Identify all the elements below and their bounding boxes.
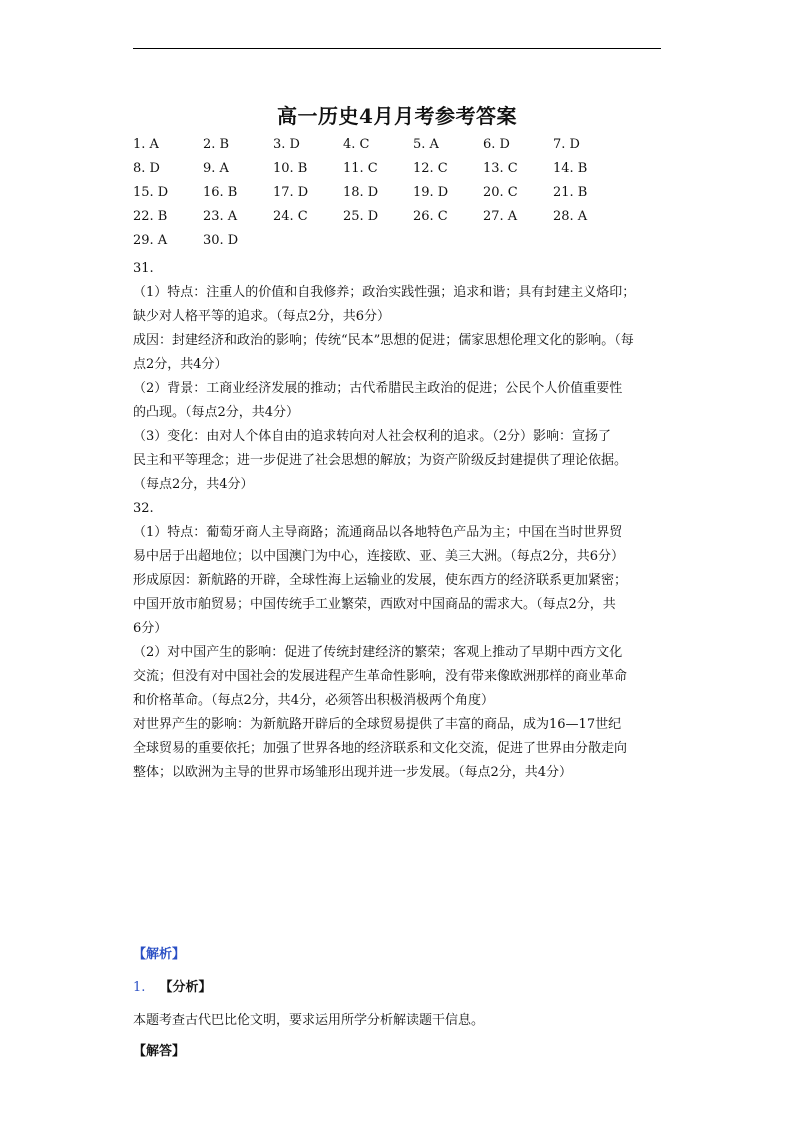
- question-number: 32.: [133, 501, 154, 516]
- answer-key-grid: [133, 133, 661, 253]
- answer-item: 11. C: [343, 161, 378, 176]
- answer-line: （每点2分，共4分）: [133, 477, 254, 492]
- header-rule: [133, 48, 661, 49]
- answer-line: 对世界产生的影响：为新航路开辟后的全球贸易提供了丰富的商品，成为16—17世纪: [133, 717, 622, 732]
- answer-body: [133, 257, 661, 785]
- answer-line: （2）背景：工商业经济发展的推动；古代希腊民主政治的促进；公民个人价值重要性: [133, 381, 623, 396]
- answer-item: 6. D: [483, 137, 510, 152]
- answer-line: 形成原因：新航路的开辟，全球性海上运输业的发展，使东西方的经济联系更加紧密；: [133, 573, 628, 588]
- analysis-item-text: 本题考查古代巴比伦文明，要求运用所学分析解读题干信息。: [133, 1013, 485, 1028]
- analysis-item-1: [133, 978, 212, 998]
- answer-item: 8. D: [133, 161, 160, 176]
- answer-item: 5. A: [413, 137, 439, 152]
- answer-line: 点2分，共4分）: [133, 357, 228, 372]
- question-number: 31.: [133, 261, 154, 276]
- answer-label: 【解答】: [133, 1044, 186, 1059]
- answer-item: 9. A: [203, 161, 229, 176]
- answer-line: 全球贸易的重要依托；加强了世界各地的经济联系和文化交流，促进了世界由分散走向: [133, 741, 628, 756]
- answer-item: 7. D: [553, 137, 580, 152]
- answer-line: 中国开放市舶贸易；中国传统手工业繁荣，西欧对中国商品的需求大。（每点2分，共: [133, 597, 616, 612]
- answer-line: 民主和平等理念；进一步促进了社会思想的解放；为资产阶级反封建提供了理论依据。: [133, 453, 628, 468]
- answer-row: [133, 157, 661, 181]
- answer-item: 24. C: [273, 209, 308, 224]
- page-title: 高一历史4月月考参考答案: [277, 104, 517, 128]
- answer-item: 3. D: [273, 137, 300, 152]
- answer-item: 26. C: [413, 209, 448, 224]
- answer-item: 28. A: [553, 209, 588, 224]
- answer-item: 2. B: [203, 137, 230, 152]
- answer-item: 12. C: [413, 161, 448, 176]
- answer-item: 20. C: [483, 185, 518, 200]
- answer-item: 27. A: [483, 209, 518, 224]
- answer-item: 15. D: [133, 185, 169, 200]
- answer-item: 1. A: [133, 137, 159, 152]
- answer-item: 14. B: [553, 161, 588, 176]
- answer-line: （1）特点：葡萄牙商人主导商路；流通商品以各地特色产品为主；中国在当时世界贸: [133, 525, 623, 540]
- answer-line: 整体；以欧洲为主导的世界市场雏形出现并进一步发展。（每点2分，共4分）: [133, 765, 573, 780]
- analysis-item-number: 1.: [133, 980, 146, 995]
- answer-item: 4. C: [343, 137, 370, 152]
- answer-item: 22. B: [133, 209, 168, 224]
- answer-line: （2）对中国产生的影响：促进了传统封建经济的繁荣；客观上推动了早期中西方文化: [133, 645, 623, 660]
- answer-item: 30. D: [203, 233, 239, 248]
- answer-item: 13. C: [483, 161, 518, 176]
- answer-line: 6分）: [133, 621, 168, 636]
- answer-item: 10. B: [273, 161, 308, 176]
- answer-line: 的凸现。（每点2分，共4分）: [133, 405, 300, 420]
- answer-line: 和价格革命。（每点2分，共4分，必须答出积极消极两个角度）: [133, 693, 495, 708]
- answer-line: 成因：封建经济和政治的影响；传统“民本”思想的促进；儒家思想伦理文化的影响。（每: [133, 333, 634, 348]
- answer-item: 17. D: [273, 185, 309, 200]
- answer-line: 缺少对人格平等的追求。（每点2分，共6分）: [133, 309, 391, 324]
- answer-item: 19. D: [413, 185, 449, 200]
- answer-row: [133, 229, 661, 253]
- answer-line: 易中居于出超地位；以中国澳门为中心，连接欧、亚、美三大洲。（每点2分，共6分）: [133, 549, 625, 564]
- answer-row: [133, 181, 661, 205]
- answer-row: [133, 133, 661, 157]
- answer-item: 25. D: [343, 209, 379, 224]
- answer-item: 18. D: [343, 185, 379, 200]
- answer-item: 23. A: [203, 209, 238, 224]
- analysis-heading: 【解析】: [133, 947, 186, 962]
- answer-line: 交流；但没有对中国社会的发展进程产生革命性影响，没有带来像欧洲那样的商业革命: [133, 669, 628, 684]
- analysis-item-label: 【分析】: [159, 980, 212, 995]
- answer-line: （1）特点：注重人的价值和自我修养；政治实践性强；追求和谐；具有封建主义烙印；: [133, 285, 636, 300]
- answer-row: [133, 205, 661, 229]
- answer-item: 21. B: [553, 185, 588, 200]
- answer-item: 29. A: [133, 233, 168, 248]
- answer-line: （3）变化：由对人个体自由的追求转向对人社会权利的追求。（2分）影响：宣扬了: [133, 429, 612, 444]
- answer-item: 16. B: [203, 185, 238, 200]
